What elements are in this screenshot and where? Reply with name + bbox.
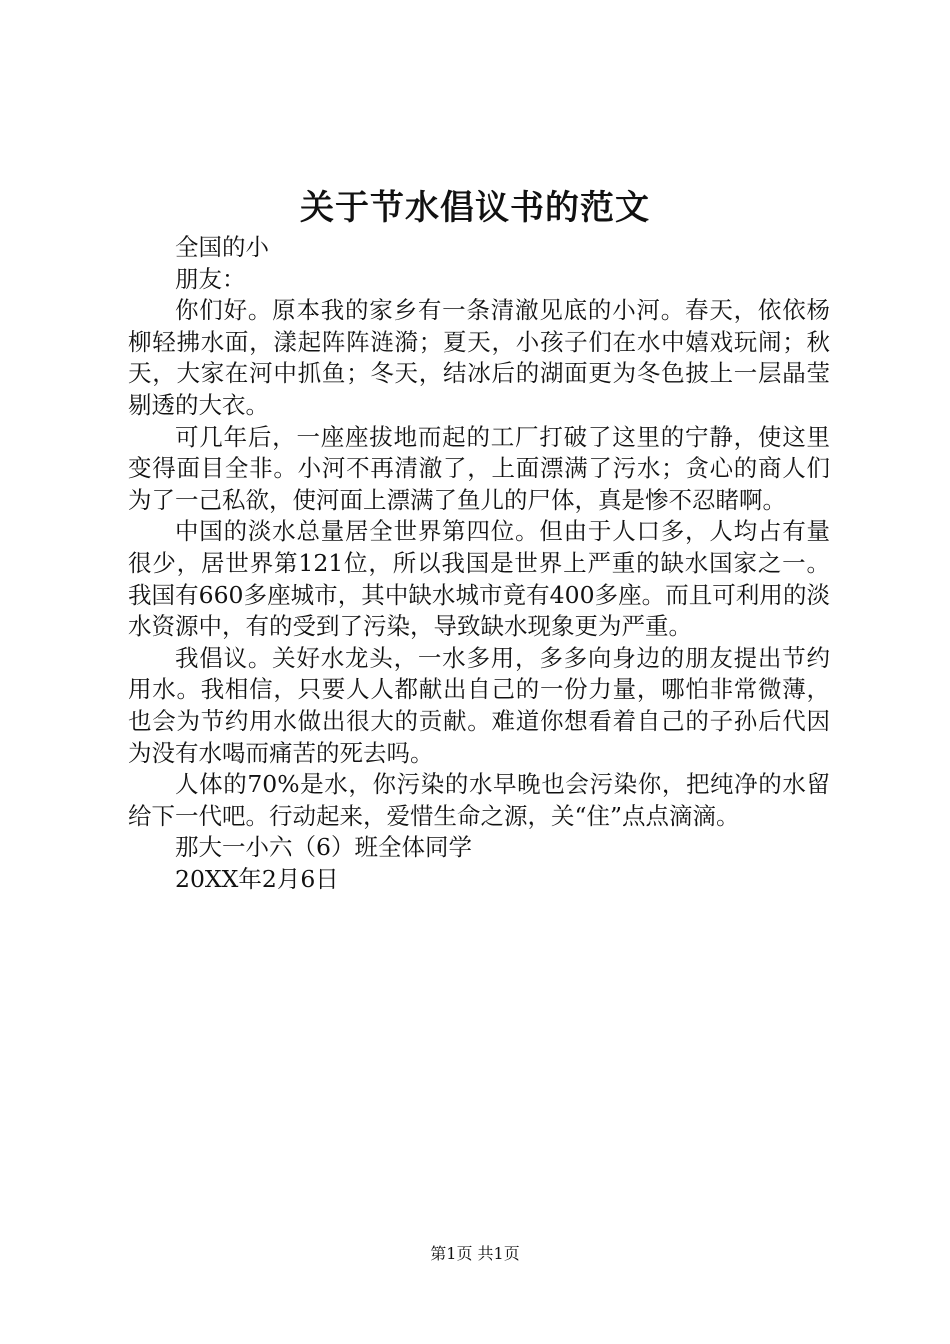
document-title: 关于节水倡议书的范文 — [300, 188, 650, 228]
paragraph-4: 我倡议。关好水龙头，一水多用，多多向身边的朋友提出节约用水。我相信，只要人人都献出自己的一份力量，哪怕非常微薄，也会为节约用水做出很大的贡献。难道你想看着自己的子孙后代因为没有水喝而痛苦的死去吗。 — [128, 643, 830, 767]
paragraph-3: 中国的淡水总量居全世界第四位。但由于人口多，人均占有量很少，居世界第121位，所以我国是世界上严重的缺水国家之一。我国有660多座城市，其中缺水城市竟有400多座。而且可利用的淡水资源中，有的受到了污染，导致缺水现象更为严重。 — [128, 517, 830, 641]
paragraph-5: 人体的70%是水，你污染的水早晚也会污染你，把纯净的水留给下一代吧。行动起来，爱惜生命之源，关“住”点点滴滴。 — [128, 770, 830, 830]
greeting-line-2: 朋友： — [175, 264, 246, 293]
greeting-line-1: 全国的小 — [175, 233, 269, 261]
paragraph-2: 可几年后，一座座拔地而起的工厂打破了这里的宁静，使这里变得面目全非。小河不再清澈了，上面漂满了污水；贪心的商人们为了一己私欲，使河面上漂满了鱼儿的尸体，真是惨不忍睹啊。 — [128, 422, 830, 514]
signature: 那大一小六（6）班全体同学 — [175, 833, 472, 862]
date: 20XX年2月6日 — [175, 864, 339, 893]
page-number-footer: 第1页 共1页 — [430, 1244, 520, 1263]
paragraph-1: 你们好。原本我的家乡有一条清澈见底的小河。春天，依依杨柳轻拂水面，漾起阵阵涟漪；夏天，小孩子们在水中嬉戏玩闹；秋天，大家在河中抓鱼；冬天，结冰后的湖面更为冬色披上一层晶莹剔透的大衣。 — [128, 296, 830, 419]
document-body — [128, 232, 830, 895]
